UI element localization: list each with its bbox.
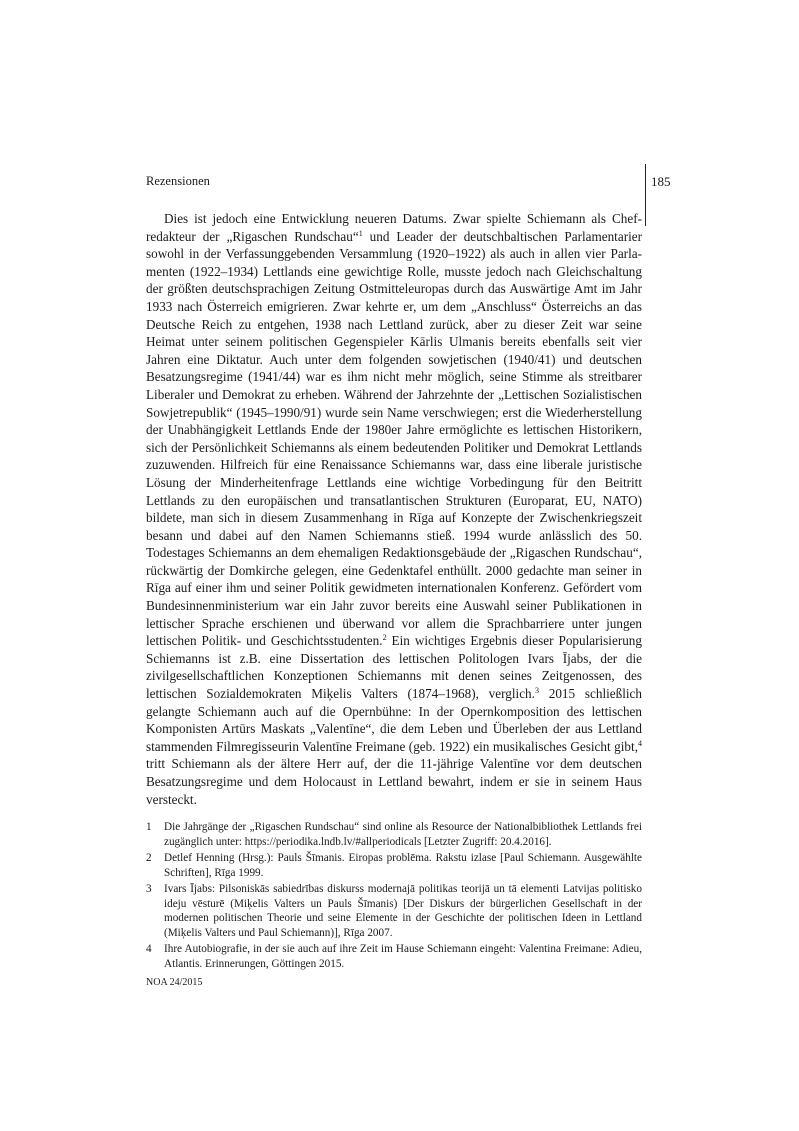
header-divider	[645, 164, 646, 226]
running-header-section: Rezensionen	[146, 174, 210, 188]
journal-footer: NOA 24/2015	[146, 977, 203, 988]
footnote-text: Ihre Autobiografie, in der sie auch auf ihre Zeit im Hause Schiemann eingeht: Valentina Freimane: Adieu, Atlantis. Erinnerungen, Göttingen 2015.	[164, 943, 642, 971]
footnote	[146, 942, 642, 972]
body-text-part-2: und Leader der deutschbaltischen Parlamentarier sowohl in der Verfassunggebenden Versammlung (1920–1922) als auch in allen vier Parlamenten (1922–1934) Lettlands eine gewichtige Rolle, musste jedoch nach Gleichschaltung der größten deutschsprachigen Zeitung Ostmitteleuropas durch das Auswärtige Amt im Jahr 1933 nach Österreich emigrieren. Zwar kehrte er, um dem „Anschluss“ Österreichs an das Deutsche Reich zu entgehen, 1938 nach Lettland zurück, aber zu dieser Zeit war seine Heimat unter seinem politischen Gegenspieler Kārlis Ulmanis bereits ebenfalls seit vier Jahren eine Diktatur. Auch unter dem folgenden sowjetischen (1940/41) und deutschen Besatzungsregime (1941/44) war es ihm nicht mehr möglich, seine Stimme als streitbarer Liberaler und Demokrat zu erheben. Während der Jahrzehnte der „Lettischen Sozialistischen Sowjetrepublik“ (1945–1990/91) wurde sein Name verschwiegen; erst die Wiederherstellung der Unabhängigkeit Lettlands Ende der 1980er Jahre ermöglichte es lettischen Historikern, sich der Persönlichkeit Schiemanns als einem bedeutenden Politiker und Demokrat Lettlands zuzuwenden. Hilfreich für eine Renaissance Schiemanns war, dass eine liberale juristische Lösung der Minderheitenfrage Lettlands eine wichtige Vorbedingung für den Beitritt Lettlands zu den europäischen und transatlantischen Strukturen (Europarat, EU, NATO) bildete, man sich in diesem Zusammenhang in Rīga auf Konzepte der Zwischenkriegszeit besann und dabei auf den Namen Schiemanns stieß. 1994 wurde anlässlich des 50. Todestages Schiemanns an dem ehemaligen Redaktionsgebäude der „Rigaschen Rundschau“, rückwärtig der Domkirche gelegen, eine Gedenktafel enthüllt. 2000 gedachte man seiner in Rīga auf einer ihm und seiner Politik gewidmeten internationalen Konferenz. Gefördert vom Bundesinnenministerium war ein Jahr zuvor bereits eine Auswahl seiner Publikationen in lettischer Sprache erschienen und überwand vor allem die Sprachbarriere unter jungen lettischen Politik- und Geschichtsstudenten.	[146, 228, 642, 649]
footnote-text: Ivars Ījabs: Pilsoniskās sabiedrības diskurss modernajā politikas teorijā un tā elementi Latvijas politisko ideju vēsturē (Miķelis Valters un Pauls Šīmanis) [Der Diskurs der bürgerlichen Gesellschaft in der modernen politischen Theorie und seine Elemente in der Geschichte der politischen Ideen in Lettland (Miķelis Valters und Paul Schiemann)], Rīga 2007.	[164, 882, 642, 940]
footnote-number: 4	[146, 943, 152, 956]
body-text-part-5: tritt Schiemann als der ältere Herr auf, der die 11-jährige Valentīne vor dem deutschen Besatzungsregime und dem Holocaust in Lettland bewahrt, indem er sie in seinem Haus versteckt.	[146, 756, 642, 807]
body-text-part-4: 2015 schließlich gelangte Schiemann auch auf die Opernbühne: In der Opernkomposition des lettischen Komponisten Artūrs Maskats „Valentīne“, die dem Leben und Überleben der aus Lettland stammenden Filmregisseurin Valentīne Freimane (geb. 1922) ein musikalisches Gesicht gibt,	[146, 686, 642, 754]
page-number: 185	[651, 174, 671, 189]
footnote-ref-1[interactable]: 1	[358, 228, 363, 238]
footnote-ref-4[interactable]: 4	[638, 738, 642, 748]
footnote-ref-3[interactable]: 3	[534, 686, 539, 696]
footnote-number: 3	[146, 882, 152, 895]
body-text-part-3: Ein wichtiges Ergebnis dieser Popularisierung Schiemanns ist z.B. eine Dissertation des lettischen Politologen Ivars Ījabs, der die zivilgesellschaftlichen Konzeptionen Schiemanns mit denen seines Zeitgenossen, des lettischen Sozialdemokraten Miķelis Valters (1874–1968), verglich.	[146, 633, 642, 702]
footnote-text: Detlef Henning (Hrsg.): Pauls Šīmanis. Eiropas problēma. Rakstu izlase [Paul Schiemann. Ausgewählte Schriften], Rīga 1999.	[164, 851, 642, 879]
footnotes-list	[146, 820, 642, 973]
footnote-text: Die Jahrgänge der „Rigaschen Rundschau“ sind online als Resource der Nationalbibliothek Lettlands frei zugänglich unter: https://periodika.lndb.lv/#allperiodicals [Letzter Zugriff: 20.4.2016].	[164, 821, 642, 848]
body-paragraph	[146, 210, 642, 808]
footnote	[146, 820, 642, 850]
footnote-number: 1	[146, 821, 152, 833]
footnote-ref-2[interactable]: 2	[382, 633, 387, 643]
footnote	[146, 882, 642, 942]
body-text-part-1: Dies ist jedoch eine Entwicklung neueren Datums. Zwar spielte Schiemann als Chefredakteur der „Rigaschen Rundschau“	[146, 211, 642, 244]
footnote	[146, 851, 642, 881]
footnote-number: 2	[146, 851, 152, 864]
